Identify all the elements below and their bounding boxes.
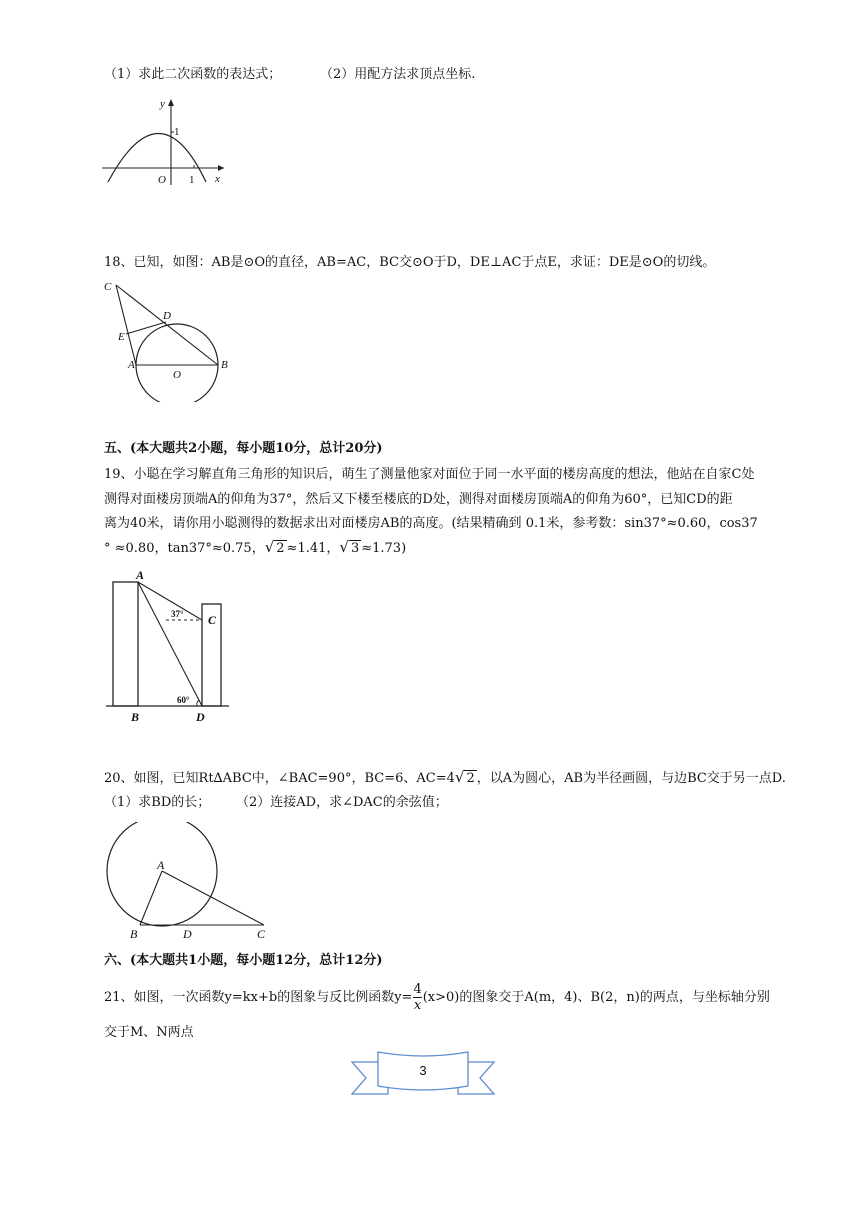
label-c: C xyxy=(104,281,112,293)
label-a: A xyxy=(128,359,135,371)
q20-line1b: ，以A为圆心，AB为半径画圆，与边BC交于另一点D. xyxy=(476,771,786,786)
circle-o xyxy=(136,324,218,402)
x-axis-label: x xyxy=(215,173,220,185)
segment-ab xyxy=(140,871,162,925)
page-number-ribbon xyxy=(348,1046,498,1104)
q19-buildings-figure xyxy=(104,566,234,726)
section6-title: 六、(本大题共1小题，每小题12分，总计12分) xyxy=(104,953,383,968)
q20-part2: （2）连接AD，求∠DAC的余弦值； xyxy=(236,795,448,810)
q20-circle-figure xyxy=(104,822,276,942)
q21-fraction xyxy=(413,982,421,1013)
origin-label: O xyxy=(158,174,166,186)
q21-line1 xyxy=(104,980,770,1016)
q20-sqrt2: 2 xyxy=(466,771,475,786)
angle-37-label: 37° xyxy=(171,609,184,619)
y-axis-label: y xyxy=(160,98,165,110)
q21-line1a: 21、如图，一次函数y=kx+b的图象与反比例函数y= xyxy=(104,990,413,1005)
q19-sqrt3: 3 xyxy=(350,541,360,556)
label-b: B xyxy=(130,927,138,941)
label-c: C xyxy=(257,927,266,941)
label-b: B xyxy=(131,710,140,724)
q19-line1: 19、小聪在学习解直角三角形的知识后，萌生了测量他家对面位于同一水平面的楼房高度的想法，他站在自家C处 xyxy=(104,467,755,482)
label-e: E xyxy=(118,331,125,343)
label-a: A xyxy=(157,858,165,872)
label-b: B xyxy=(221,359,228,371)
label-d: D xyxy=(163,310,171,322)
page-number: 3 xyxy=(419,1063,427,1078)
label-o: O xyxy=(173,369,181,381)
q17-part2: （2）用配方法求顶点坐标. xyxy=(320,67,476,82)
q18-text: 18、已知，如图：AB是⊙O的直径，AB=AC，BC交⊙O于D，DE⊥AC于点E，求证：DE是⊙O的切线。 xyxy=(104,255,716,270)
y-tick-label: 1 xyxy=(174,126,180,138)
q19-line2: 测得对面楼房顶端A的仰角为37°，然后又下楼至楼底的D处，测得对面楼房顶端A的仰角为60°，已知CD的距 xyxy=(104,492,733,507)
x-tick-label: 1 xyxy=(189,174,195,186)
q17-part1: （1）求此二次函数的表达式； xyxy=(104,67,282,82)
x-axis-arrow xyxy=(218,165,224,171)
circle-a xyxy=(107,822,217,926)
label-d: D xyxy=(183,927,192,941)
label-d: D xyxy=(196,710,205,724)
q21-frac-den: x xyxy=(413,998,422,1013)
angle-arc-60 xyxy=(197,700,199,706)
q19-line3: 离为40米，请你用小聪测得的数据求出对面楼房AB的高度。(结果精确到 0.1米，参考数：sin37°≈0.60，cos37 xyxy=(104,516,758,531)
q20-line1: 20、如图，已知Rt∆ABC中，∠BAC=90°，BC=6、AC=4√ 2 ，以A为圆心，AB为半径画圆，与边BC交于另一点D. xyxy=(104,768,786,786)
q19-sqrt2: 2 xyxy=(276,541,285,556)
q17-parabola-figure xyxy=(98,95,228,190)
q20-line1a: 20、如图，已知Rt∆ABC中，∠BAC=90°，BC=6、AC=4 xyxy=(104,771,455,786)
q21-line1b: (x>0)的图象交于A(m，4)、B(2，n)的两点，与坐标轴分别 xyxy=(422,990,770,1005)
q20-part1: （1）求BD的长； xyxy=(104,795,211,810)
segment-ac xyxy=(162,871,264,925)
q21-line2: 交于M、N两点 xyxy=(104,1025,194,1040)
y-axis-arrow xyxy=(168,99,174,106)
q21-frac-num: 4 xyxy=(413,982,422,997)
q18-circle-figure xyxy=(100,278,235,402)
q19-line4b: ≈1.41， xyxy=(286,541,340,556)
building-ab xyxy=(113,582,138,706)
label-c: C xyxy=(208,613,217,627)
section5-title: 五、(本大题共2小题，每小题10分，总计20分) xyxy=(104,441,383,456)
q19-line4c: ≈1.73) xyxy=(361,541,407,556)
segment-ca xyxy=(116,285,136,365)
angle-60-label: 60° xyxy=(177,695,190,705)
q19-line4: ° ≈0.80，tan37°≈0.75，√ 2 ≈1.41，√ 3 ≈1.73) xyxy=(104,538,407,556)
label-a: A xyxy=(136,568,145,582)
segment-cb xyxy=(116,285,218,365)
q19-line4a: ° ≈0.80，tan37°≈0.75， xyxy=(104,541,265,556)
